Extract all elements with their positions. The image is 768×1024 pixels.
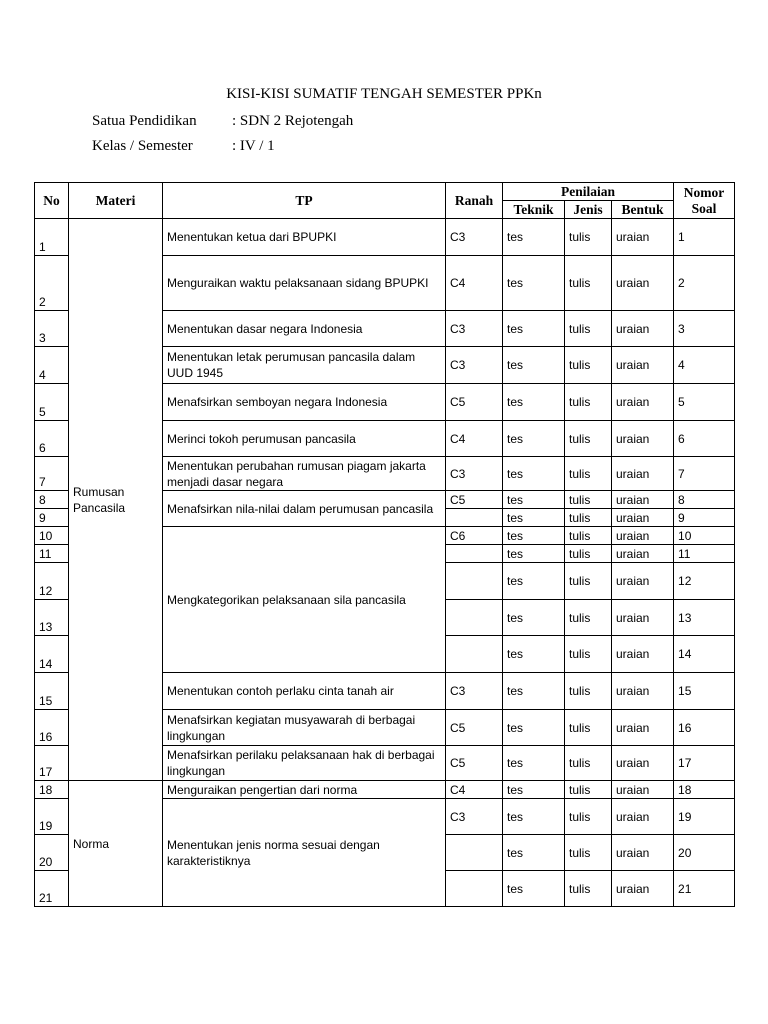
cell-ranah [446, 636, 503, 673]
cell-nomor-soal: 16 [674, 710, 735, 746]
document-title: KISI-KISI SUMATIF TENGAH SEMESTER PPKn [226, 86, 542, 102]
cell-nomor-soal: 15 [674, 673, 735, 710]
table-row [35, 781, 735, 799]
cell-teknik: tes [503, 636, 565, 673]
cell-jenis: tulis [565, 835, 612, 871]
cell-tp: Menafsirkan perilaku pelaksanaan hak di berbagai lingkungan [163, 746, 446, 781]
meta-label: Kelas / Semester [92, 138, 193, 154]
header-bentuk: Bentuk [612, 201, 674, 219]
cell-bentuk: uraian [612, 509, 674, 527]
cell-bentuk: uraian [612, 710, 674, 746]
cell-bentuk: uraian [612, 673, 674, 710]
cell-nomor-soal: 20 [674, 835, 735, 871]
cell-teknik: tes [503, 710, 565, 746]
meta-label: Satua Pendidikan [92, 113, 197, 129]
cell-teknik: tes [503, 311, 565, 347]
cell-teknik: tes [503, 457, 565, 491]
cell-nomor-soal: 19 [674, 799, 735, 835]
cell-bentuk: uraian [612, 600, 674, 636]
cell-bentuk: uraian [612, 799, 674, 835]
cell-bentuk: uraian [612, 563, 674, 600]
cell-no: 20 [35, 835, 69, 871]
kisi-kisi-table [34, 182, 735, 907]
cell-tp: Menafsirkan kegiatan musyawarah di berbagai lingkungan [163, 710, 446, 746]
cell-ranah [446, 871, 503, 907]
cell-bentuk: uraian [612, 457, 674, 491]
cell-jenis: tulis [565, 219, 612, 256]
cell-ranah: C5 [446, 710, 503, 746]
cell-bentuk: uraian [612, 256, 674, 311]
cell-jenis: tulis [565, 311, 612, 347]
cell-nomor-soal: 10 [674, 527, 735, 545]
cell-teknik: tes [503, 219, 565, 256]
cell-nomor-soal: 21 [674, 871, 735, 907]
cell-teknik: tes [503, 871, 565, 907]
cell-teknik: tes [503, 563, 565, 600]
cell-teknik: tes [503, 545, 565, 563]
cell-nomor-soal: 9 [674, 509, 735, 527]
cell-ranah [446, 600, 503, 636]
cell-teknik: tes [503, 491, 565, 509]
cell-teknik: tes [503, 799, 565, 835]
cell-jenis: tulis [565, 509, 612, 527]
cell-nomor-soal: 4 [674, 347, 735, 384]
cell-bentuk: uraian [612, 781, 674, 799]
cell-ranah: C3 [446, 347, 503, 384]
cell-no: 18 [35, 781, 69, 799]
cell-tp: Menentukan contoh perlaku cinta tanah air [163, 673, 446, 710]
cell-no: 9 [35, 509, 69, 527]
cell-no: 6 [35, 421, 69, 457]
cell-no: 12 [35, 563, 69, 600]
cell-tp: Menentukan ketua dari BPUPKI [163, 219, 446, 256]
cell-jenis: tulis [565, 710, 612, 746]
cell-no: 7 [35, 457, 69, 491]
cell-teknik: tes [503, 421, 565, 457]
cell-no: 16 [35, 710, 69, 746]
cell-jenis: tulis [565, 563, 612, 600]
cell-tp: Menentukan dasar negara Indonesia [163, 311, 446, 347]
cell-ranah: C3 [446, 799, 503, 835]
cell-jenis: tulis [565, 781, 612, 799]
cell-nomor-soal: 1 [674, 219, 735, 256]
cell-no: 17 [35, 746, 69, 781]
cell-teknik: tes [503, 781, 565, 799]
cell-ranah: C5 [446, 491, 503, 509]
cell-bentuk: uraian [612, 636, 674, 673]
cell-ranah: C5 [446, 746, 503, 781]
cell-jenis: tulis [565, 491, 612, 509]
cell-tp: Menentukan perubahan rumusan piagam jakarta menjadi dasar negara [163, 457, 446, 491]
cell-teknik: tes [503, 509, 565, 527]
meta-value: : SDN 2 Rejotengah [232, 113, 354, 129]
cell-materi: Norma [69, 781, 163, 907]
cell-nomor-soal: 8 [674, 491, 735, 509]
cell-ranah [446, 509, 503, 527]
header-ranah: Ranah [446, 183, 503, 219]
cell-nomor-soal: 13 [674, 600, 735, 636]
cell-no: 10 [35, 527, 69, 545]
cell-jenis: tulis [565, 673, 612, 710]
cell-bentuk: uraian [612, 347, 674, 384]
cell-jenis: tulis [565, 457, 612, 491]
cell-ranah: C4 [446, 256, 503, 311]
cell-no: 13 [35, 600, 69, 636]
cell-ranah [446, 835, 503, 871]
cell-jenis: tulis [565, 256, 612, 311]
cell-bentuk: uraian [612, 527, 674, 545]
cell-no: 2 [35, 256, 69, 311]
cell-ranah: C4 [446, 421, 503, 457]
cell-nomor-soal: 3 [674, 311, 735, 347]
cell-tp: Merinci tokoh perumusan pancasila [163, 421, 446, 457]
cell-jenis: tulis [565, 421, 612, 457]
table-row [35, 219, 735, 256]
cell-tp: Menentukan letak perumusan pancasila dalam UUD 1945 [163, 347, 446, 384]
cell-jenis: tulis [565, 527, 612, 545]
cell-ranah: C6 [446, 527, 503, 545]
meta-value: : IV / 1 [232, 138, 275, 154]
cell-no: 1 [35, 219, 69, 256]
cell-tp: Menafsirkan semboyan negara Indonesia [163, 384, 446, 421]
cell-no: 3 [35, 311, 69, 347]
cell-nomor-soal: 12 [674, 563, 735, 600]
cell-nomor-soal: 7 [674, 457, 735, 491]
cell-teknik: tes [503, 600, 565, 636]
cell-ranah [446, 545, 503, 563]
cell-no: 19 [35, 799, 69, 835]
cell-bentuk: uraian [612, 384, 674, 421]
cell-jenis: tulis [565, 545, 612, 563]
cell-bentuk: uraian [612, 311, 674, 347]
cell-tp: Menentukan jenis norma sesuai dengan karakteristiknya [163, 799, 446, 907]
cell-tp: Menguraikan pengertian dari norma [163, 781, 446, 799]
cell-ranah: C3 [446, 457, 503, 491]
cell-bentuk: uraian [612, 835, 674, 871]
meta-kelas-semester [92, 138, 275, 155]
cell-ranah: C4 [446, 781, 503, 799]
meta-satuan-pendidikan [92, 113, 353, 130]
header-no: No [35, 183, 69, 219]
cell-no: 15 [35, 673, 69, 710]
cell-jenis: tulis [565, 871, 612, 907]
cell-teknik: tes [503, 673, 565, 710]
cell-jenis: tulis [565, 636, 612, 673]
cell-nomor-soal: 18 [674, 781, 735, 799]
cell-nomor-soal: 14 [674, 636, 735, 673]
cell-no: 5 [35, 384, 69, 421]
cell-bentuk: uraian [612, 545, 674, 563]
cell-bentuk: uraian [612, 219, 674, 256]
cell-tp: Mengkategorikan pelaksanaan sila pancasila [163, 527, 446, 673]
cell-ranah: C3 [446, 219, 503, 256]
cell-jenis: tulis [565, 746, 612, 781]
cell-ranah: C5 [446, 384, 503, 421]
header-materi: Materi [69, 183, 163, 219]
cell-teknik: tes [503, 746, 565, 781]
cell-teknik: tes [503, 347, 565, 384]
cell-no: 8 [35, 491, 69, 509]
cell-teknik: tes [503, 384, 565, 421]
cell-no: 14 [35, 636, 69, 673]
cell-materi: Rumusan Pancasila [69, 219, 163, 781]
cell-tp: Menafsirkan nila-nilai dalam perumusan pancasila [163, 491, 446, 527]
header-row [35, 183, 735, 201]
cell-ranah: C3 [446, 311, 503, 347]
cell-tp: Menguraikan waktu pelaksanaan sidang BPUPKI [163, 256, 446, 311]
cell-bentuk: uraian [612, 491, 674, 509]
cell-teknik: tes [503, 835, 565, 871]
cell-ranah: C3 [446, 673, 503, 710]
header-jenis: Jenis [565, 201, 612, 219]
cell-jenis: tulis [565, 600, 612, 636]
cell-bentuk: uraian [612, 871, 674, 907]
cell-teknik: tes [503, 256, 565, 311]
header-tp: TP [163, 183, 446, 219]
cell-nomor-soal: 6 [674, 421, 735, 457]
cell-bentuk: uraian [612, 421, 674, 457]
header-penilaian: Penilaian [503, 183, 674, 201]
cell-nomor-soal: 2 [674, 256, 735, 311]
header-teknik: Teknik [503, 201, 565, 219]
cell-no: 4 [35, 347, 69, 384]
cell-nomor-soal: 17 [674, 746, 735, 781]
cell-jenis: tulis [565, 347, 612, 384]
cell-teknik: tes [503, 527, 565, 545]
cell-no: 21 [35, 871, 69, 907]
header-nomor-soal: Nomor Soal [674, 183, 735, 219]
cell-no: 11 [35, 545, 69, 563]
cell-nomor-soal: 11 [674, 545, 735, 563]
cell-jenis: tulis [565, 384, 612, 421]
cell-nomor-soal: 5 [674, 384, 735, 421]
cell-bentuk: uraian [612, 746, 674, 781]
cell-jenis: tulis [565, 799, 612, 835]
cell-ranah [446, 563, 503, 600]
